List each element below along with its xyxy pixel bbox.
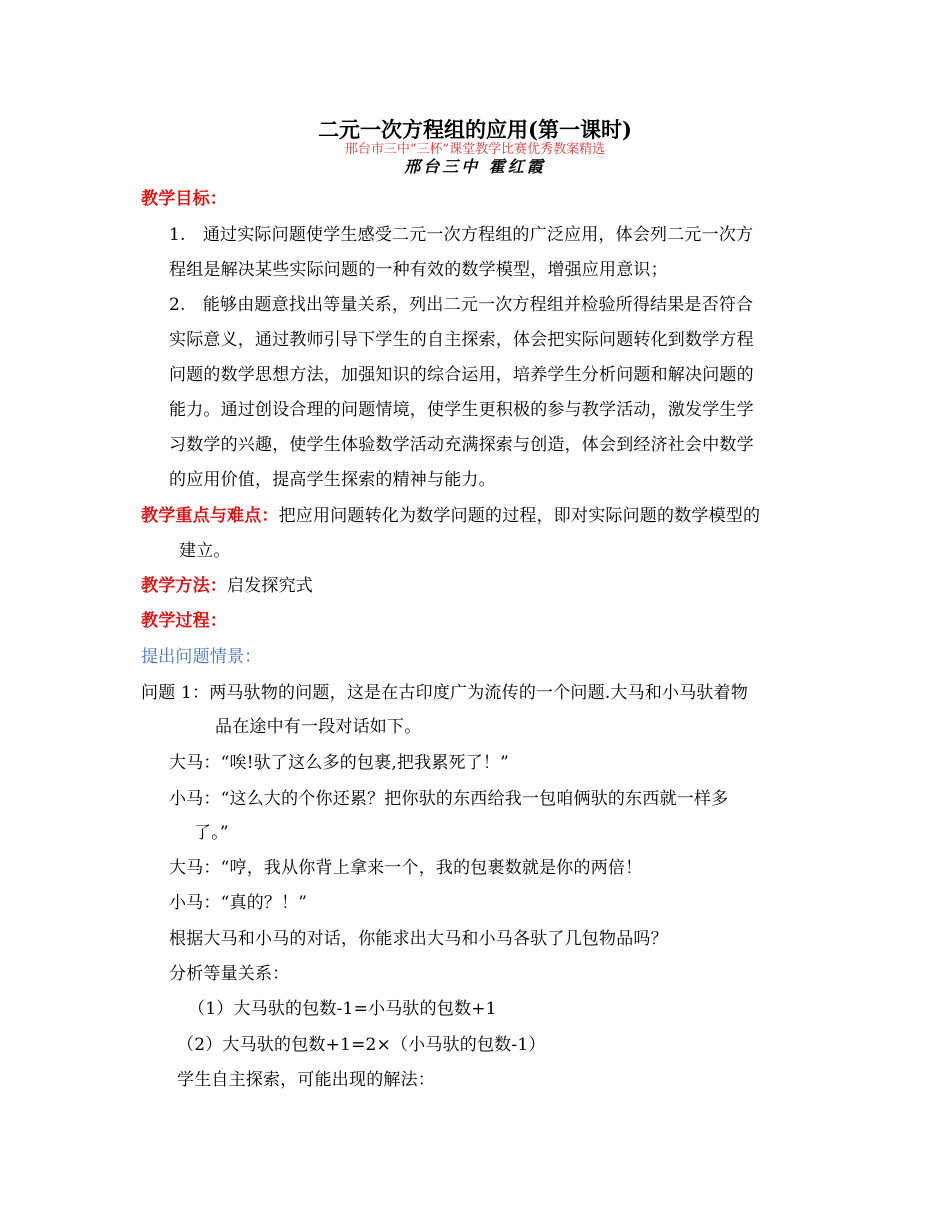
objective-2-line-3: 问题的数学思想方法，加强知识的综合运用，培养学生分析问题和解决问题的	[169, 365, 754, 385]
dialog-line-5: 小马：“真的？！”	[169, 893, 308, 913]
objective-2-line-4: 能力。通过创设合理的问题情境，使学生更积极的参与教学活动，激发学生学	[169, 400, 754, 420]
analysis-heading: 分析等量关系：	[169, 964, 290, 984]
objective-1-line-2: 程组是解决某些实际问题的一种有效的数学模型，增强应用意识；	[169, 260, 668, 280]
dialog-line-3: 了。”	[194, 823, 229, 843]
page-subtitle: 邢台市三中“三杯”课堂教学比赛优秀教案精选	[344, 142, 606, 157]
objectives-heading: 教学目标：	[141, 189, 227, 209]
method-row	[141, 575, 313, 597]
key-points-row	[141, 505, 760, 527]
problem-1-line-2: 品在途中有一段对话如下。	[215, 717, 422, 737]
key-points-text-cont: 建立。	[179, 541, 231, 561]
problem-1-line-1: 问题 1：两马驮物的问题，这是在古印度广为流传的一个问题.大马和小马驮着物	[141, 683, 749, 703]
dialog-line-2: 小马：“这么大的个你还累？把你驮的东西给我一包咱俩驮的东西就一样多	[169, 789, 729, 809]
method-heading: 教学方法：	[141, 576, 227, 596]
dialog-line-4: 大马：“哼，我从你背上拿来一个，我的包裹数就是你的两倍！	[169, 858, 643, 878]
key-points-heading: 教学重点与难点：	[141, 506, 279, 526]
page-title: 二元一次方程组的应用(第一课时)	[318, 117, 632, 142]
objective-2-line-6: 的应用价值，提高学生探索的精神与能力。	[169, 470, 496, 490]
objective-2-line-5: 习数学的兴趣，使学生体验数学活动充满探索与创造，体会到经济社会中数学	[169, 435, 754, 455]
objective-2-line-2: 实际意义，通过教师引导下学生的自主探索，体会把实际问题转化到数学方程	[169, 330, 754, 350]
dialog-line-1: 大马：“唉!驮了这么多的包裹,把我累死了！”	[169, 753, 510, 773]
equation-2: （2）大马驮的包数+1=2×（小马驮的包数-1）	[177, 1035, 546, 1055]
process-heading: 教学过程：	[141, 611, 227, 631]
objective-2-line-1: 2. 能够由题意找出等量关系，列出二元一次方程组并检验所得结果是否符合	[169, 295, 754, 315]
equation-1: （1）大马驮的包数-1=小马驮的包数+1	[188, 999, 497, 1019]
key-points-text: 把应用问题转化为数学问题的过程，即对实际问题的数学模型的	[278, 506, 761, 526]
objective-1-line-1: 1. 通过实际问题使学生感受二元一次方程组的广泛应用，体会列二元一次方	[169, 225, 754, 245]
problem-question: 根据大马和小马的对话，你能求出大马和小马各驮了几包物品吗？	[169, 929, 668, 949]
author-line: 邢台三中 霍红霞	[404, 157, 546, 176]
explore-line: 学生自主探索，可能出现的解法：	[177, 1070, 435, 1090]
method-text: 启发探究式	[227, 576, 313, 596]
situation-heading: 提出问题情景：	[141, 647, 262, 667]
